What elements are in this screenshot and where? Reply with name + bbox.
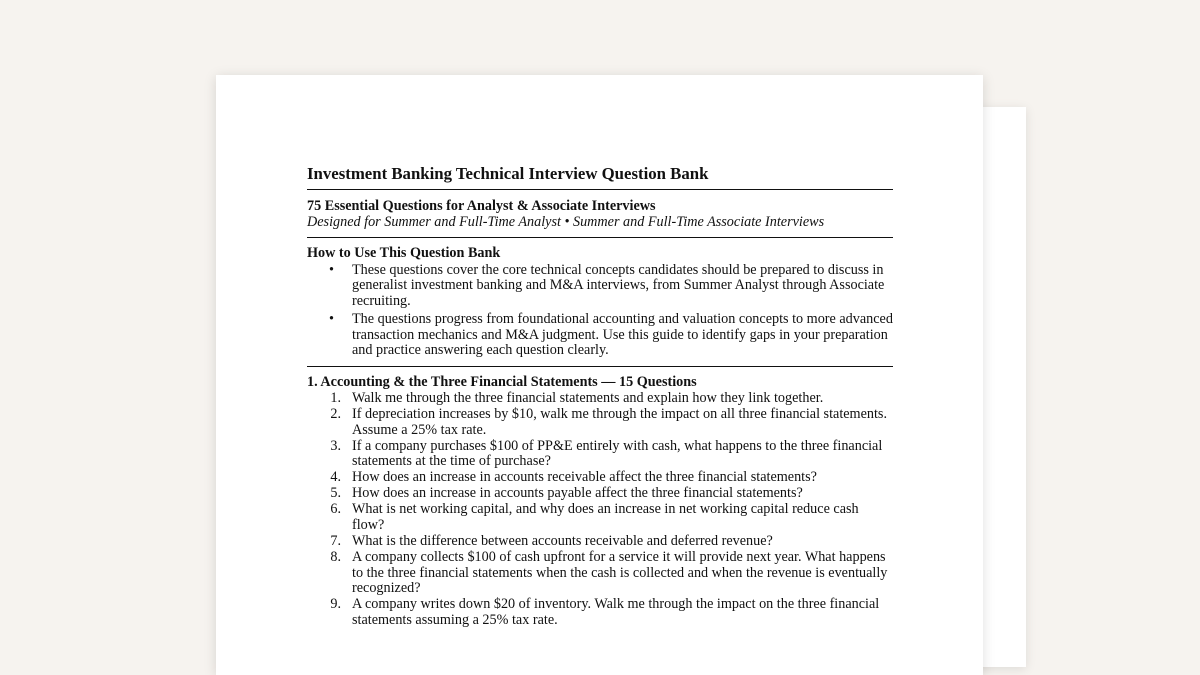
- question-item: [307, 597, 893, 628]
- question-text: How does an increase in accounts payable affect the three financial statements?: [352, 485, 803, 502]
- question-text: Walk me through the three financial statements and explain how they link together.: [352, 390, 824, 407]
- question-number: 6.: [330, 501, 341, 518]
- question-text: What is the difference between accounts receivable and deferred revenue?: [352, 533, 773, 550]
- document-content: [307, 164, 893, 629]
- bullet-icon: •: [329, 261, 334, 278]
- question-number: 5.: [330, 485, 341, 502]
- question-number: 4.: [330, 469, 341, 486]
- question-text: How does an increase in accounts receivable affect the three financial statements?: [352, 469, 817, 486]
- how-to-use-list: [307, 263, 893, 359]
- question-number: 8.: [330, 549, 341, 565]
- title-divider: [307, 189, 893, 190]
- question-item: [307, 391, 893, 407]
- question-text: A company writes down $20 of inventory. Walk me through the impact on the three financial statements assuming a 25% tax rate.: [352, 596, 880, 628]
- bullet-text: The questions progress from foundational accounting and valuation concepts to more advanced transaction mechanics and M&A judgment. Use this guide to identify gaps in your preparation and practice answering each question clearly.: [352, 310, 893, 359]
- document-page: [216, 75, 983, 675]
- question-item: [307, 439, 893, 470]
- document-title: Investment Banking Technical Interview Question Bank: [307, 164, 709, 183]
- question-text: If a company purchases $100 of PP&E entirely with cash, what happens to the three financial statements at the time of purchase?: [352, 437, 883, 470]
- question-number: 7.: [330, 533, 341, 550]
- bullet-text: These questions cover the core technical concepts candidates should be prepared to discuss in generalist investment banking and M&A interviews, from Summer Analyst through Associate recruiting.: [352, 261, 885, 309]
- document-subtitle: 75 Essential Questions for Analyst & Associate Interviews: [307, 198, 656, 214]
- question-item: [307, 534, 893, 550]
- question-text: What is net working capital, and why does an increase in net working capital reduce cash flow?: [352, 501, 859, 534]
- section-1-heading: 1. Accounting & the Three Financial Statements — 15 Questions: [307, 373, 697, 390]
- list-item: [307, 312, 893, 359]
- question-item: [307, 550, 893, 597]
- question-number: 2.: [330, 406, 341, 423]
- question-number: 1.: [330, 390, 341, 407]
- how-to-use-heading: How to Use This Question Bank: [307, 245, 501, 262]
- subtitle-divider: [307, 237, 893, 238]
- bullet-icon: •: [329, 310, 334, 327]
- question-item: [307, 486, 893, 502]
- section-1-questions: [307, 391, 893, 628]
- question-text: If depreciation increases by $10, walk me through the impact on all three financial statements. Assume a 25% tax rate.: [352, 406, 887, 438]
- question-number: 9.: [330, 596, 341, 613]
- document-tagline: Designed for Summer and Full-Time Analyst • Summer and Full-Time Associate Interviews: [307, 213, 825, 230]
- question-item: [307, 470, 893, 486]
- question-number: 3.: [330, 437, 341, 454]
- section-divider: [307, 366, 893, 367]
- list-item: [307, 263, 893, 310]
- question-item: [307, 407, 893, 438]
- question-text: A company collects $100 of cash upfront for a service it will provide next year. What happens to the three financial statements when the cash is collected and when the revenue is eventually recognized?: [352, 549, 888, 597]
- question-item: [307, 502, 893, 533]
